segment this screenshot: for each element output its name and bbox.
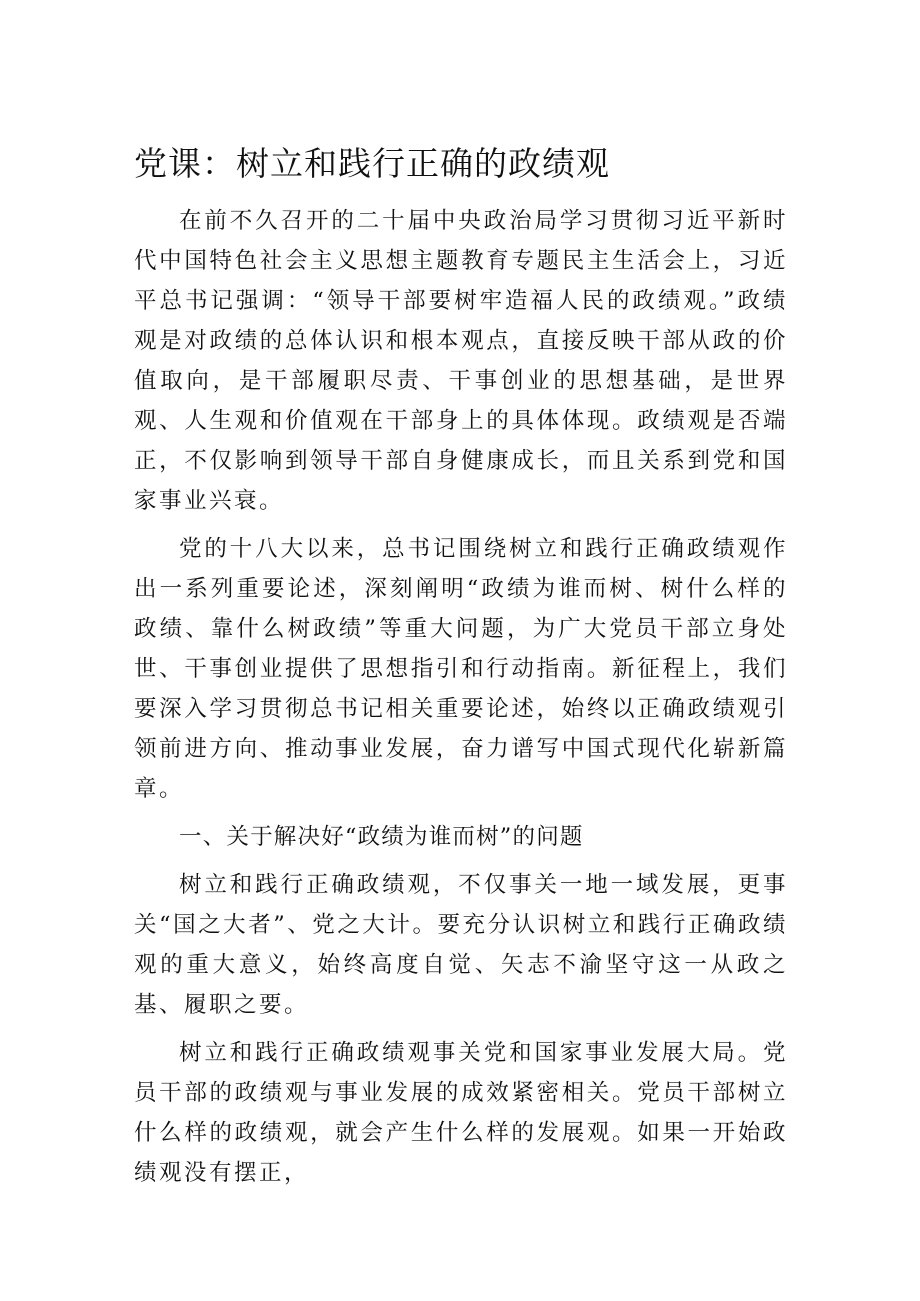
paragraph: 树立和践行正确政绩观，不仅事关一地一域发展，更事关“国之大者”、党之大计。要充分认识树立和践行正确政绩观的重大意义，始终高度自觉、矢志不渝坚守这一从政之基、履职之要。 — [134, 872, 788, 1018]
paragraph: 在前不久召开的二十届中央政治局学习贯彻习近平新时代中国特色社会主义思想主题教育专题民主生活会上，习近平总书记强调：“领导干部要树牢造福人民的政绩观。”政绩观是对政绩的总体认识和根本观点，直接反映干部从政的价值取向，是干部履职尽责、干事创业的思想基础，是世界观、人生观和价值观在干部身上的具体体现。政绩观是否端正，不仅影响到领导干部自身健康成长，而且关系到党和国家事业兴衰。 — [134, 208, 788, 514]
paragraph: 党的十八大以来，总书记围绕树立和践行正确政绩观作出一系列重要论述，深刻阐明“政绩为谁而树、树什么样的政绩、靠什么树政绩”等重大问题，为广大党员干部立身处世、干事创业提供了思想指引和行动指南。新征程上，我们要深入学习贯彻总书记相关重要论述，始终以正确政绩观引领前进方向、推动事业发展，奋力谱写中国式现代化崭新篇章。 — [134, 536, 788, 802]
document-title: 党课：树立和践行正确的政绩观 — [134, 144, 610, 183]
document-body — [134, 201, 788, 1201]
section-heading: 一、关于解决好“政绩为谁而树”的问题 — [179, 824, 584, 850]
paragraph: 树立和践行正确政绩观事关党和国家事业发展大局。党员干部的政绩观与事业发展的成效紧密相关。党员干部树立什么样的政绩观，就会产生什么样的发展观。如果一开始政绩观没有摆正， — [134, 1040, 788, 1186]
